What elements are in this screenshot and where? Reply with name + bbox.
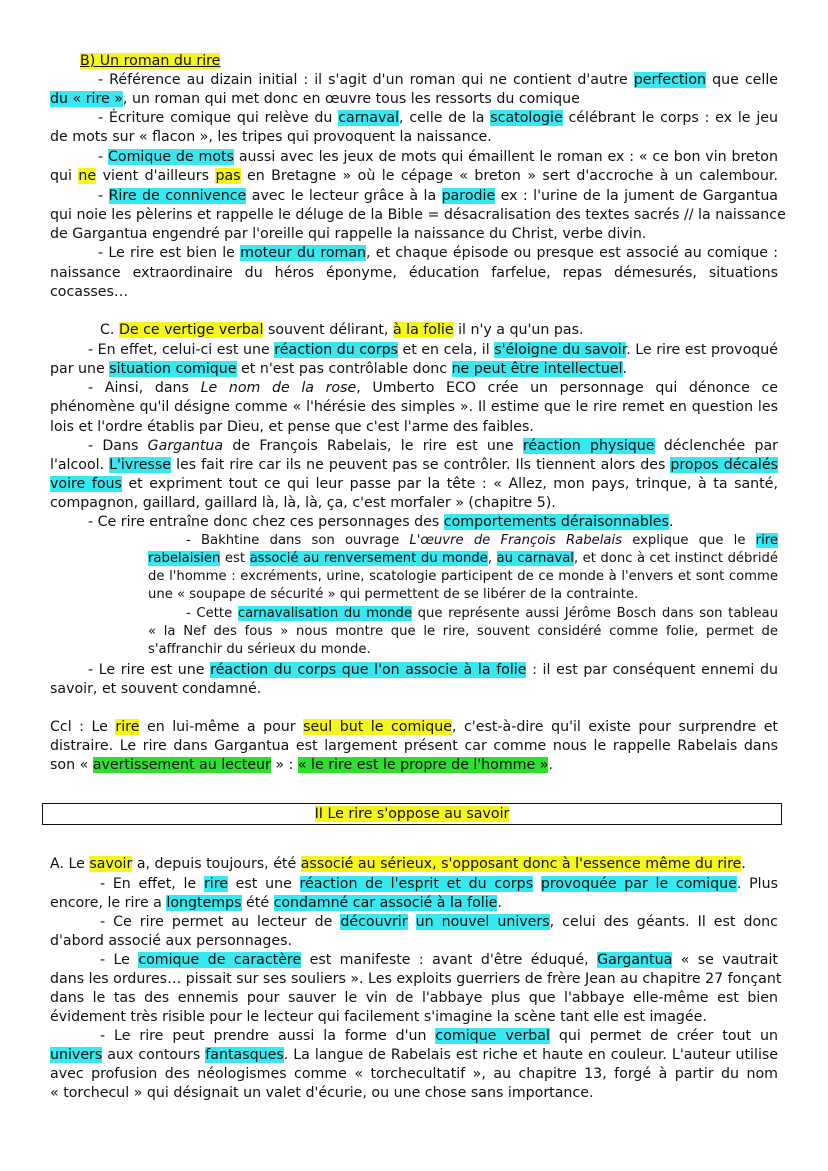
text-run: . — [668, 514, 674, 530]
section-a-line — [50, 989, 778, 1008]
text-run: distraire. Le rire dans Gargantua est largement présent car comme nous le rappelle Rabelais dans — [50, 738, 778, 754]
section-a-line — [50, 855, 778, 874]
text-run: dans le tas des ennemis pour sauver le vin de l'abbaye plus que l'abbaye elle-même est bien — [50, 990, 778, 1006]
section-c-line — [148, 550, 778, 567]
cyan-highlight: du « rire » — [50, 91, 123, 107]
yellow-highlight: seul but le comique — [303, 719, 452, 735]
cyan-highlight: propos décalés — [670, 457, 778, 473]
cyan-highlight: univers — [50, 1047, 103, 1063]
text-run: est — [220, 551, 250, 566]
section-a-line — [50, 970, 782, 989]
text-run: une « soupape de sécurité » qui permettent de se libérer de la contrainte. — [148, 587, 639, 602]
text-run: - En effet, celui-ci est une — [88, 342, 275, 358]
text-run: « torchecul » qui désignait un valet d'écurie, ou une chose sans importance. — [50, 1085, 594, 1101]
text-run: de François Rabelais, le rire est une — [223, 438, 523, 454]
section-c-line — [148, 586, 778, 603]
italic-title: L'œuvre de François Rabelais — [409, 533, 623, 548]
text-run: souvent délirant, — [263, 322, 393, 338]
section-c-line — [50, 494, 778, 513]
cyan-highlight: associé au renversement du monde — [249, 551, 488, 566]
yellow-highlight: ne — [78, 168, 97, 184]
section-c-line — [148, 568, 778, 585]
text-run: - Écriture comique qui relève du — [98, 110, 339, 126]
text-run: , Umberto ECO crée un personnage qui dénonce ce — [356, 380, 779, 396]
section-c-line — [186, 605, 778, 622]
cyan-highlight: rire — [203, 876, 228, 892]
text-run: . — [548, 757, 553, 773]
text-run: lois et l'ordre établis par Dieu, et pense que c'est l'arme des faibles. — [50, 419, 534, 435]
text-run: que représente aussi Jérôme Bosch dans son tableau — [412, 606, 778, 621]
cyan-highlight: comportements déraisonnables — [443, 514, 669, 530]
text-run: . La langue de Rabelais est riche et haute en couleur. L'auteur utilise — [283, 1047, 779, 1063]
text-run: aussi avec les jeux de mots qui émaillent le roman ex : « ce bon vin breton — [233, 149, 778, 165]
cyan-highlight: s'éloigne du savoir — [494, 342, 627, 358]
text-run: en lui-même a pour — [139, 719, 304, 735]
italic-title: Gargantua — [147, 438, 224, 454]
cyan-highlight: perfection — [633, 72, 707, 88]
text-run: , et chaque épisode ou presque est associé au comique : — [366, 245, 779, 261]
section-c-line — [148, 623, 778, 640]
text-run: - Dans — [88, 438, 148, 454]
section-a-line — [50, 932, 778, 951]
section-b-line — [50, 283, 778, 302]
cyan-highlight: Gargantua — [597, 952, 673, 968]
text-run: naissance extraordinaire du héros éponyme, éducation farfelue, repas démesurés, situations — [50, 265, 778, 281]
yellow-highlight: à la folie — [392, 322, 454, 338]
cyan-highlight: carnavalisation du monde — [237, 606, 413, 621]
text-run: et en cela, il — [397, 342, 495, 358]
cyan-highlight: moteur du roman — [240, 245, 367, 261]
cyan-highlight: voire fous — [50, 476, 122, 492]
cyan-highlight: rire — [755, 533, 779, 548]
text-run: évidement très risible pour le lecteur qui facilement s'imagine la scène tant elle est imagée. — [50, 1009, 707, 1025]
cyan-highlight: scatologie — [490, 110, 563, 126]
section-b-line — [98, 187, 778, 206]
text-run: , c'est-à-dire qu'il existe pour surprendre et — [451, 719, 778, 735]
cyan-highlight: condamné car associé à la folie — [273, 895, 498, 911]
cyan-highlight: comique de caractère — [138, 952, 302, 968]
section-b-line — [98, 109, 778, 128]
text-run: est une — [227, 876, 300, 892]
text-run: dans les ordures… pissait sur ses souliers ». Les exploits guerriers de frère Jean au chapitre 27 fonçant — [50, 971, 782, 987]
text-run: qui noie les pèlerins et rappelle le déluge de la Bible = désacralisation des textes sacrés // la naissance — [50, 207, 786, 223]
text-run: compagnon, gaillard, gaillard là, là, là, ça, c'est morfaler » (chapitre 5). — [50, 495, 556, 511]
section-c-line — [100, 321, 778, 340]
cyan-highlight: fantasques — [205, 1047, 284, 1063]
section-c-line — [88, 661, 778, 680]
text-run: , celle de la — [399, 110, 491, 126]
section-a-line — [50, 1008, 778, 1027]
cyan-highlight: comique verbal — [435, 1028, 550, 1044]
conclusion-line — [50, 756, 778, 775]
conclusion-line — [50, 718, 778, 737]
section-a-line — [50, 1046, 778, 1065]
text-run: - Bakhtine dans son ouvrage — [186, 533, 410, 548]
text-run: C. — [100, 322, 119, 338]
cyan-highlight: parodie — [441, 188, 496, 204]
text-run: qui — [50, 168, 79, 184]
text-run: - Ce rire entraîne donc chez ces personnages des — [88, 514, 444, 530]
section-b-line — [50, 206, 786, 225]
cyan-highlight: Comique de mots — [107, 149, 234, 165]
text-run: . Plus — [736, 876, 778, 892]
section-c-line — [50, 418, 778, 437]
section-a-line — [100, 1027, 778, 1046]
part-two-title-box — [42, 803, 782, 825]
section-b-line — [50, 90, 778, 109]
cyan-highlight: longtemps — [166, 895, 242, 911]
cyan-highlight: réaction du corps — [274, 342, 398, 358]
text-run: : il est par conséquent ennemi du — [526, 662, 778, 678]
text-run: déclenchée par — [654, 438, 779, 454]
text-run: - — [98, 188, 109, 204]
text-run: son « — [50, 757, 93, 773]
text-run: , celui des géants. Il est donc — [549, 914, 778, 930]
text-run: phénomène qu'il désigne comme « l'hérésie des simples ». Il estime que le rire remet en question les — [50, 399, 778, 415]
text-run: avec profusion des néologismes comme « torchecultatif », au chapitre 13, forgé à partir du nom — [50, 1066, 778, 1082]
text-run: - Le rire peut prendre aussi la forme d'un — [100, 1028, 436, 1044]
text-run: - Ce rire permet au lecteur de — [100, 914, 341, 930]
text-run: encore, le rire a — [50, 895, 167, 911]
text-run: » : — [270, 757, 298, 773]
section-b-line — [50, 128, 778, 147]
text-run: qui permet de créer tout un — [549, 1028, 778, 1044]
text-run: en Bretagne » où le cépage « breton » sert d'accroche à un calembour. — [240, 168, 779, 184]
text-run: de l'homme : excréments, urine, scatologie participent de ce monde à l'envers et sont comme — [148, 569, 778, 584]
text-run: A. Le — [50, 856, 90, 872]
text-run: d'abord associé aux personnages. — [50, 933, 293, 949]
text-run: - Ainsi, dans — [88, 380, 201, 396]
section-c-line — [50, 475, 778, 494]
part-two-title: II Le rire s'oppose au savoir — [314, 806, 510, 822]
text-run: - — [98, 149, 108, 165]
text-run: ex : l'urine de la jument de Gargantua — [495, 188, 779, 204]
text-run: , et donc à cet instinct débridé — [573, 551, 778, 566]
section-a-line — [100, 951, 778, 970]
text-run: - Le — [100, 952, 139, 968]
yellow-highlight: De ce vertige verbal — [118, 322, 264, 338]
section-c-line — [148, 641, 778, 658]
green-highlight: avertissement au lecteur — [92, 757, 271, 773]
section-c-line — [50, 398, 778, 417]
text-run: et expriment tout ce qui leur passe par la tête : « Allez, mon pays, trinque, à ta santé, — [121, 476, 778, 492]
cyan-highlight: carnaval — [338, 110, 400, 126]
green-highlight: « le rire est le propre de l'homme » — [297, 757, 549, 773]
text-run: été — [241, 895, 274, 911]
section-a-line — [100, 875, 778, 894]
cyan-highlight: un nouvel univers — [415, 914, 550, 930]
text-run: explique que le — [622, 533, 756, 548]
yellow-highlight: pas — [215, 168, 241, 184]
cyan-highlight: découvrir — [340, 914, 408, 930]
section-b-heading: B) Un roman du rire — [80, 53, 221, 69]
cyan-highlight: réaction physique — [522, 438, 655, 454]
text-run: . — [622, 361, 628, 377]
section-c-line — [50, 456, 778, 475]
section-b-line — [50, 167, 778, 186]
section-a-line — [50, 894, 778, 913]
text-run: a, depuis toujours, été — [132, 856, 301, 872]
text-run: savoir, et souvent condamné. — [50, 681, 262, 697]
section-b-line — [98, 244, 778, 263]
text-run: , un roman qui met donc en œuvre tous les ressorts du comique — [122, 91, 580, 107]
section-c-line — [50, 680, 778, 699]
text-run: , — [487, 551, 497, 566]
section-b-line — [98, 71, 778, 90]
text-run: cocasses… — [50, 284, 129, 300]
cyan-highlight: réaction de l'esprit et du corps — [299, 876, 534, 892]
cyan-highlight: situation comique — [109, 361, 237, 377]
text-run — [408, 914, 416, 930]
text-run: - En effet, le — [100, 876, 204, 892]
yellow-highlight: associé au sérieux, s'opposant donc à l'essence même du rire — [300, 856, 742, 872]
yellow-highlight: rire — [115, 719, 140, 735]
cyan-highlight: ne peut être intellectuel — [451, 361, 623, 377]
text-run: s'affranchir du sérieux du monde. — [148, 642, 371, 657]
section-b-line — [50, 225, 778, 244]
text-run: de mots sur « flacon », les tripes qui provoquent la naissance. — [50, 129, 492, 145]
text-run: de Gargantua engendré par l'oreille qui rappelle la naissance du Christ, verbe divin. — [50, 226, 647, 242]
cyan-highlight: Rire de connivence — [108, 188, 247, 204]
cyan-highlight: L'ivresse — [109, 457, 172, 473]
text-run: . — [497, 895, 502, 911]
cyan-highlight: au carnaval — [496, 551, 574, 566]
section-c-line — [88, 379, 778, 398]
yellow-highlight: savoir — [89, 856, 133, 872]
text-run: - Cette — [186, 606, 238, 621]
text-run: que celle — [706, 72, 778, 88]
section-a-line — [100, 913, 778, 932]
section-c-line — [88, 513, 778, 532]
section-c-line — [88, 437, 778, 456]
section-c-line — [50, 360, 778, 379]
section-b-line — [98, 148, 778, 167]
text-run: avec le lecteur grâce à la — [246, 188, 442, 204]
section-b-line — [50, 264, 778, 283]
italic-title: Le nom de la rose — [200, 380, 357, 396]
text-run — [533, 876, 541, 892]
text-run: « se vautrait — [672, 952, 778, 968]
text-run: - Référence au dizain initial : il s'agit d'un roman qui ne contient d'autre — [98, 72, 634, 88]
text-run: les fait rire car ils ne peuvent pas se contrôler. Ils tiennent alors des — [171, 457, 671, 473]
text-run: . — [741, 856, 746, 872]
section-c-line — [186, 532, 778, 549]
cyan-highlight: rabelaisien — [148, 551, 221, 566]
section-a-line — [50, 1065, 778, 1084]
cyan-highlight: réaction du corps que l'on associe à la folie — [210, 662, 527, 678]
section-c-line — [88, 341, 778, 360]
text-run: . Le rire est provoqué — [626, 342, 778, 358]
text-run: par une — [50, 361, 110, 377]
cyan-highlight: provoquée par le comique — [540, 876, 737, 892]
text-run: aux contours — [102, 1047, 206, 1063]
text-run: et n'est pas contrôlable donc — [236, 361, 452, 377]
text-run: - Le rire est une — [88, 662, 211, 678]
conclusion-line — [50, 737, 778, 756]
text-run: est manifeste : avant d'être éduqué, — [301, 952, 598, 968]
text-run: l'alcool. — [50, 457, 110, 473]
section-a-line — [50, 1084, 778, 1103]
text-run: - Le rire est bien le — [98, 245, 241, 261]
text-run: « la Nef des fous » nous montre que le rire, souvent considéré comme folie, permet de — [148, 624, 778, 639]
text-run: vient d'ailleurs — [96, 168, 216, 184]
text-run: célébrant le corps : ex le jeu — [562, 110, 778, 126]
text-run: il n'y a qu'un pas. — [453, 322, 584, 338]
text-run: Ccl : Le — [50, 719, 116, 735]
